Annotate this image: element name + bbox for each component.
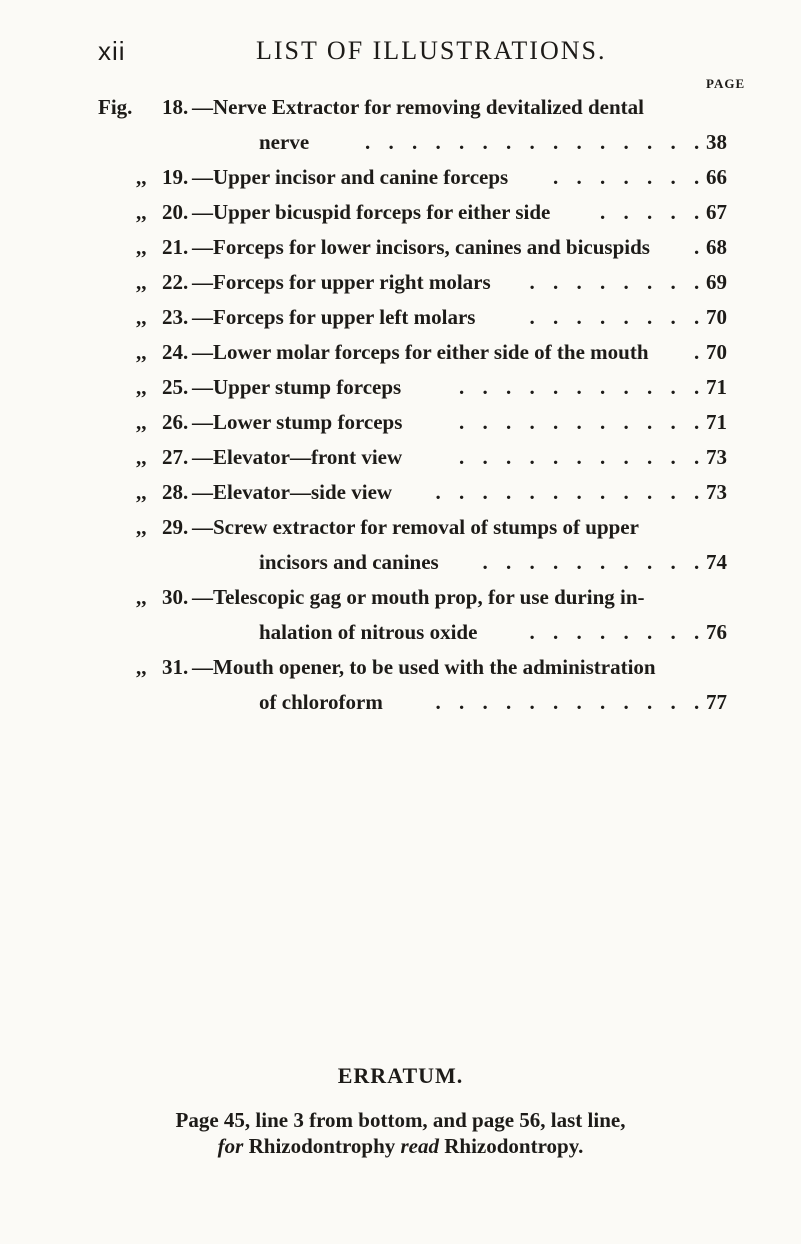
running-title: LIST OF ILLUSTRATIONS. [256,36,607,65]
figure-title: —Mouth opener, to be used with the administration [192,655,656,679]
figure-title: halation of nitrous oxide [259,620,478,644]
ditto-mark: ,, [136,410,147,434]
figure-number: 21. [162,235,189,259]
figure-title: —Upper stump forceps [192,375,402,399]
figure-number: 20. [162,200,189,224]
page-number: 68 [706,235,727,259]
figure-title: —Lower stump forceps [192,410,403,434]
erratum-correct-term: Rhizodontropy. [444,1134,584,1158]
ditto-mark: ,, [136,375,147,399]
figure-title: —Forceps for lower incisors, canines and bicuspids [192,235,650,259]
list-item-continuation: nerve . . . . . . . . . . . . . . . 38 [0,125,801,160]
fig-label: Fig. [98,95,133,119]
page-number: 71 [706,410,727,434]
figure-number: 28. [162,480,189,504]
figure-title: of chloroform [259,690,383,714]
ditto-mark: ,, [136,270,147,294]
figure-number: 26. [162,410,189,434]
figure-title: —Screw extractor for removal of stumps of upper [192,515,639,539]
ditto-mark: ,, [136,200,147,224]
list-item: ,, 20. —Upper bicuspid forceps for either side . . . . . 67 [0,195,801,230]
list-item: ,, 21. —Forceps for lower incisors, canines and bicuspids . 68 [0,230,801,265]
list-item: ,, 22. —Forceps for upper right molars . . . . . . . . 69 [0,265,801,300]
figure-number: 18. [162,95,189,119]
page-number: 73 [706,445,727,469]
ditto-mark: ,, [136,585,147,609]
ditto-mark: ,, [136,305,147,329]
figure-number: 27. [162,445,189,469]
list-item [0,510,801,545]
running-header [0,36,801,70]
list-item: ,, 28. —Elevator—side view . . . . . . . . . . . . 73 [0,475,801,510]
figure-title: —Telescopic gag or mouth prop, for use during in- [192,585,645,609]
list-item: ,, 23. —Forceps for upper left molars . . . . . . . . 70 [0,300,801,335]
figure-number: 29. [162,515,189,539]
figure-title: —Forceps for upper left molars [192,305,476,329]
figure-title: —Upper bicuspid forceps for either side [192,200,551,224]
erratum [0,1063,801,1159]
figure-title: —Upper incisor and canine forceps [192,165,509,189]
figure-title: incisors and canines [259,550,439,574]
page-number: 66 [706,165,727,189]
page-number: 71 [706,375,727,399]
list-item [0,90,801,125]
figure-title: —Elevator—front view [192,445,403,469]
ditto-mark: ,, [136,340,147,364]
figure-number: 30. [162,585,189,609]
figure-title: —Lower molar forceps for either side of the mouth [192,340,649,364]
page-column-label: PAGE [706,76,746,91]
figure-title: —Forceps for upper right molars [192,270,491,294]
erratum-line-1: Page 45, line 3 from bottom, and page 56, last line, [175,1108,626,1132]
list-item [0,650,801,685]
list-item: ,, 26. —Lower stump forceps . . . . . . . . . . . 71 [0,405,801,440]
ditto-mark: ,, [136,655,147,679]
page-number: 70 [706,305,727,329]
figure-number: 25. [162,375,189,399]
list-item: ,, 19. —Upper incisor and canine forceps . . . . . . . 66 [0,160,801,195]
erratum-heading: ERRATUM. [337,1063,464,1088]
list-item: ,, 27. —Elevator—front view . . . . . . . . . . . 73 [0,440,801,475]
figure-number: 31. [162,655,189,679]
ditto-mark: ,, [136,515,147,539]
page-number: 73 [706,480,727,504]
page-number: 74 [706,550,727,574]
illustration-list [0,90,801,720]
figure-number: 22. [162,270,189,294]
list-item-continuation: halation of nitrous oxide . . . . . . . . 76 [0,615,801,650]
list-item: ,, 25. —Upper stump forceps . . . . . . . . . . . 71 [0,370,801,405]
figure-title: —Nerve Extractor for removing devitalized dental [192,95,644,119]
ditto-mark: ,, [136,445,147,469]
list-item: ,, 24. —Lower molar forceps for either side of the mouth . 70 [0,335,801,370]
page-number: 76 [706,620,727,644]
page-number: 70 [706,340,727,364]
erratum-wrong-term: Rhizodontrophy [248,1134,396,1158]
ditto-mark: ,, [136,235,147,259]
figure-title: nerve [259,130,310,154]
erratum-for-word: for [217,1134,244,1158]
page-number: 38 [706,130,727,154]
list-item [0,580,801,615]
erratum-line-2 [0,1133,801,1159]
page-number: 77 [706,690,727,714]
figure-title: —Elevator—side view [192,480,393,504]
list-item-continuation: of chloroform . . . . . . . . . . . . 77 [0,685,801,720]
page-number: 69 [706,270,727,294]
figure-number: 23. [162,305,189,329]
figure-number: 19. [162,165,189,189]
list-item-continuation: incisors and canines . . . . . . . . . . 74 [0,545,801,580]
page-number: 67 [706,200,727,224]
page-folio: xii [98,36,126,66]
erratum-read-word: read [400,1134,439,1158]
ditto-mark: ,, [136,165,147,189]
figure-number: 24. [162,340,189,364]
ditto-mark: ,, [136,480,147,504]
